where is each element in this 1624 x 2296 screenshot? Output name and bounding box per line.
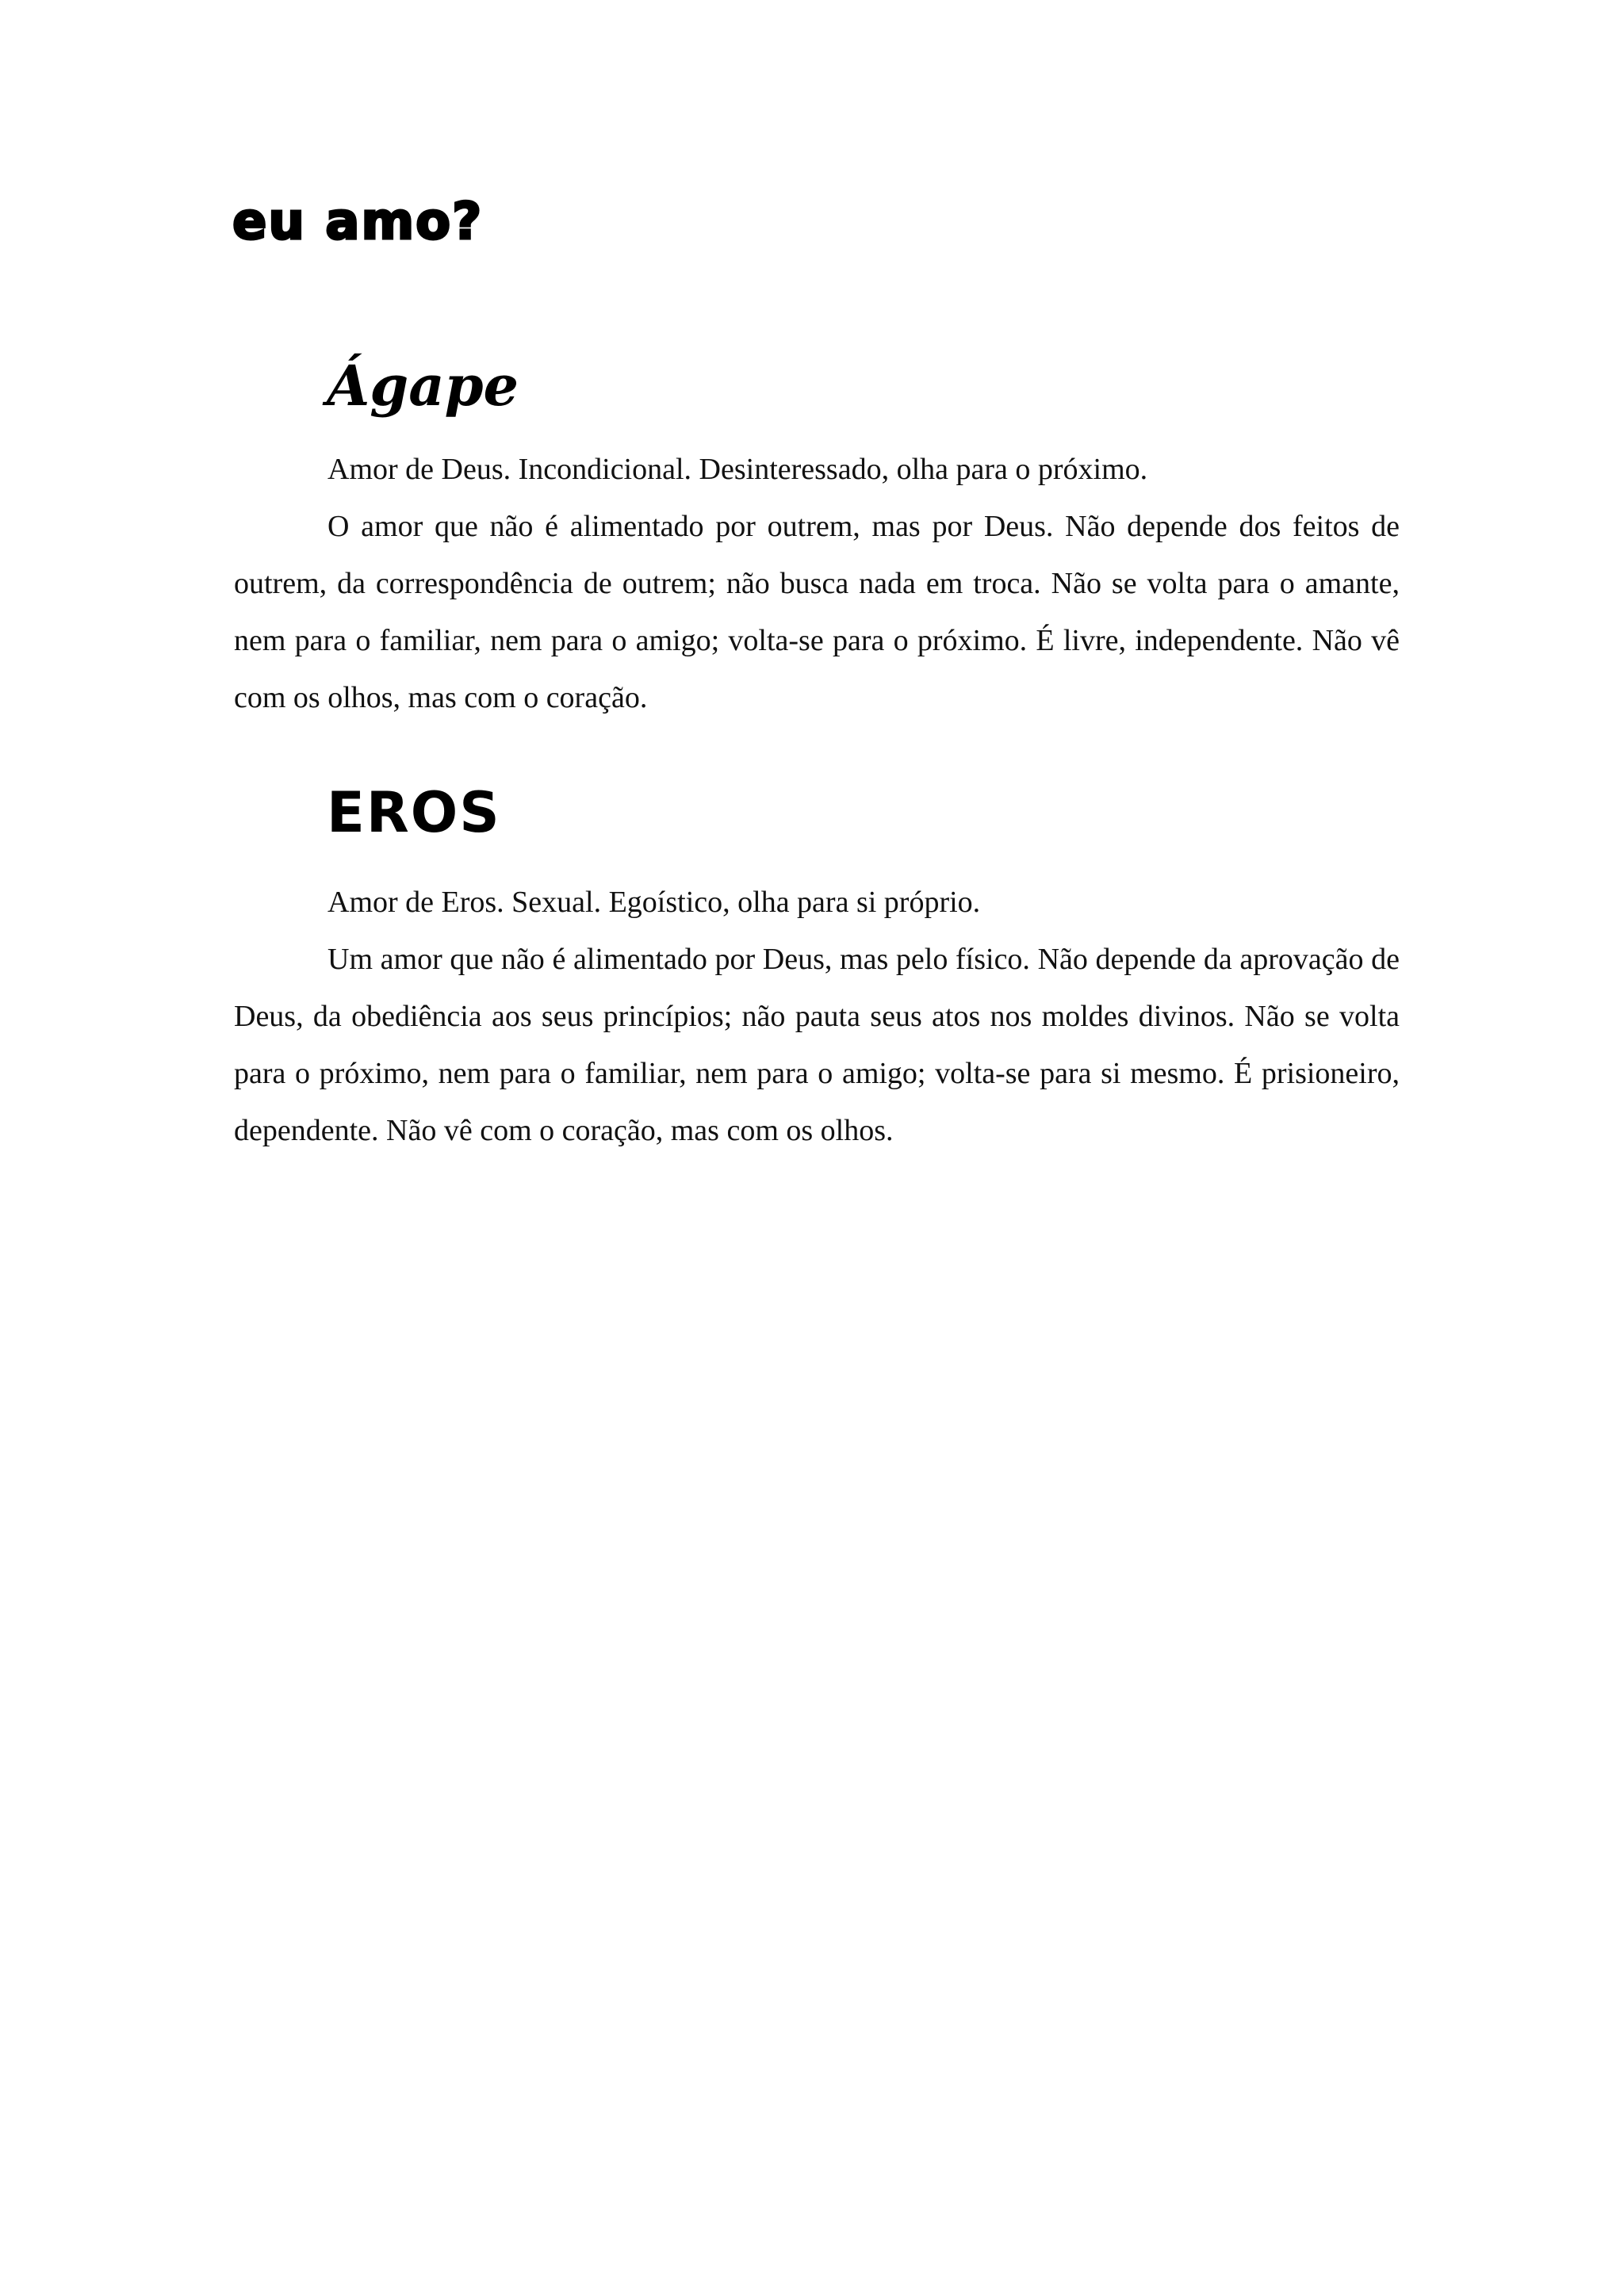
section-heading-eros: EROS [327,780,501,845]
document-title: eu amo? [232,193,484,251]
section-heading-agape: Ágape [327,353,519,419]
section-body-agape: O amor que não é alimentado por outrem, mas por Deus. Não depende dos feitos de outrem, da correspondência de outrem; não busca nada em troca. Não se volta para o amante, nem para o familiar, nem para o amigo; volta-se para o próximo. É livre, independente. Não vê com os olhos, mas com o coração. [234,510,1400,714]
section-body-eros: Um amor que não é alimentado por Deus, mas pelo físico. Não depende da aprovação de Deus, da obediência aos seus princípios; não pauta seus atos nos moldes divinos. Não se volta para o próximo, nem para o familiar, nem para o amigo; volta-se para si mesmo. É prisioneiro, dependente. Não vê com o coração, mas com os olhos. [234,943,1400,1147]
section-subtitle-agape: Amor de Deus. Incondicional. Desinteressado, olha para o próximo. [327,453,1148,486]
section-subtitle-eros: Amor de Eros. Sexual. Egoístico, olha para si próprio. [327,886,981,919]
